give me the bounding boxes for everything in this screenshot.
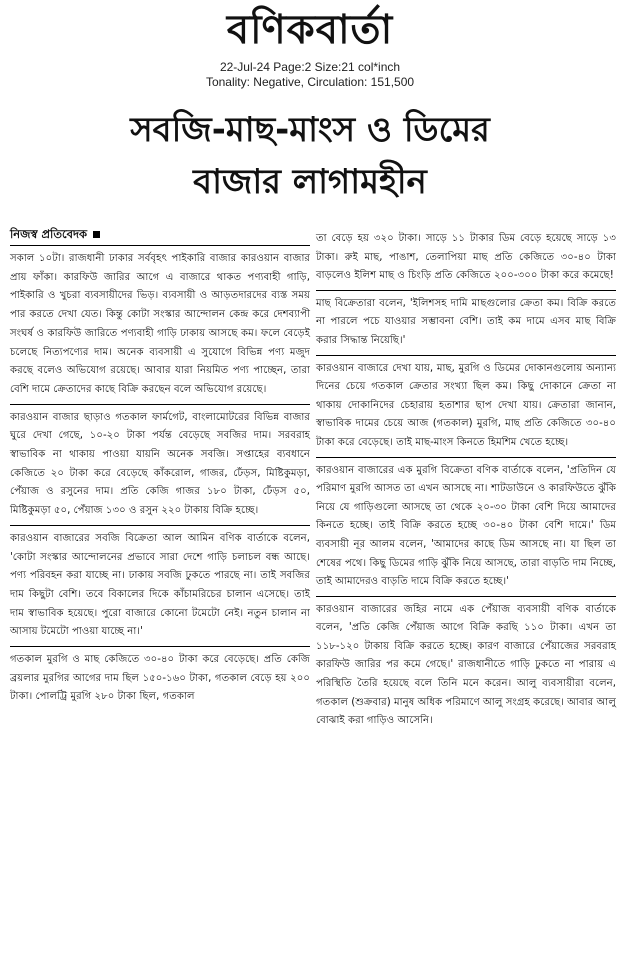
headline-line2: বাজার লাগামহীন [193,162,427,202]
paragraph: সকাল ১০টা। রাজধানী ঢাকার সর্ববৃহৎ পাইকারি বাজার কারওয়ান বাজার প্রায় ফাঁকা। কারফিউ জারির আগে এ বাজারে থাকত পণ্যবাহী গাড়ি, পাইকারি ও খুচরা ব্যবসায়ীদের ভিড়। ব্যবসায়ী ও আড়তদারদের ব্যস্ত সময় পার করতে দেখা যেত। কিন্তু কোটা সংস্কার আন্দোলন কেন্দ্র করে দেশব্যাপী সংঘর্ষ ও কারফিউ জারিতে পণ্যবাহী গাড়ি ঢাকায় আসছে কম। ফলে বেড়েই চলেছে নিত্যপণ্যের দাম। অনেক ব্যবসায়ী এ সুযোগে বিভিন্ন পণ্য মজুদ করছে বলেও অভিযোগ রয়েছে। আবার যারা নিয়মিত পণ্য পাচ্ছেন, তারা বেশি দামে ক্রেতাদের কাছে বিক্রি করছেন বলে অভিযোগ রয়েছে। [10,253,310,395]
paragraph: কারওয়ান বাজারের সবজি বিক্রেতা আল আমিন বণিক বার্তাকে বলেন, 'কোটা সংস্কার আন্দোলনের প্রভাবে সারা দেশে গাড়ি চলাচল বন্ধ আছে। পণ্য পরিবহন করা যাচ্ছে না। ঢাকায় সবজি ঢুকতে পারছে না। তাই সবজির দাম কিছুটা বেশি। তবে বিকালের দিকে কাঁচামরিচের চালান এসেছে। তাই দাম স্বাভাবিক হয়েছে। পুরো বাজারে কোনো টমেটো নেই। নতুন চালান না আসায় টমেটো পাওয়া যাচ্ছে না।' [10,532,310,638]
divider [10,646,310,647]
byline-square-icon [93,231,100,238]
paragraph: তা বেড়ে হয় ৩২০ টাকা। সাড়ে ১১ টাকার ডিম বেড়ে হয়েছে সাড়ে ১৩ টাকা। রুই মাছ, পাঙাশ, তেলাপিয়া মাছ প্রতি কেজিতে ৩০-৪০ টাকা বাড়লেও ইলিশ মাছ ও চিংড়ি প্রতি কেজিতে ২০০-৩০০ টাকা করে কমেছে! [316,233,616,282]
paragraph: মাছ বিক্রেতারা বলেন, 'ইলিশসহ দামি মাছগুলোর ক্রেতা কম। বিক্রি করতে না পারলে পচে যাওয়ার সম্ভাবনা বেশি। তাই কম দামে এসব মাছ বিক্রি করার সিদ্ধান্ত নিয়েছি।' [316,297,616,346]
paragraph: কারওয়ান বাজারের জহির নামে এক পেঁয়াজ ব্যবসায়ী বণিক বার্তাকে বলেন, 'প্রতি কেজি পেঁয়াজ আগে বিক্রি করছি ১১০ টাকা। এখন তা ১১৮-১২০ টাকায় বিক্রি করতে হচ্ছে। কারণ বাজারে পেঁয়াজের সরবরাহ কারফিউ জারির পর কমে গেছে।' রাজধানীতে গাড়ি ঢুকতে না পারায় এ পরিস্থিতি তৈরি হয়েছে বলে তিনি মনে করেন। আলু ব্যবসায়ীরা বলেন, গতকাল (শুক্রবার) মানুষ অধিক পরিমাণে আলু সংগ্রহ করেছে। আবার আলু বোঝাই করা গাড়িও আসেনি। [316,603,616,727]
paragraph: গতকাল মুরগি ও মাছ কেজিতে ৩০-৪০ টাকা করে বেড়েছে। প্রতি কেজি ব্রয়লার মুরগির আগের দাম ছিল ১৫০-১৬০ টাকা, গতকাল বেড়ে হয় ২০০ টাকা। পোলট্রি মুরগি ২৮০ টাকা ছিল, গতকাল [10,654,310,703]
byline [10,226,310,246]
headline [0,104,620,208]
article-column-right [316,230,616,735]
clip-meta-line1: 22-Jul-24 Page:2 Size:21 col*inch [219,60,401,74]
divider [316,355,616,356]
paragraph: কারওয়ান বাজার ছাড়াও গতকাল ফার্মগেট, বাংলামোটরের বিভিন্ন বাজার ঘুরে দেখা গেছে, ১০-২০ টাকা পর্যন্ত বেড়েছে সবজির দাম। সরবরাহ স্বাভাবিক না থাকায় পাওয়া যায়নি অনেক সবজি। সপ্তাহের ব্যবধানে কেজিতে ২০ টাকা করে বেড়েছে কাঁকরোল, গাজর, ঢেঁড়স, মিষ্টিকুমড়া, পেঁয়াজ ও রসুনের দাম। প্রতি কেজি গাজর ১৮০ টাকা, ঢেঁড়স ৫০, মিষ্টিকুমড়া ৫০, পেঁয়াজ ১৩০ ও রসুন ২২০ টাকায় বিক্রি হচ্ছে। [10,411,310,517]
divider [316,596,616,597]
divider [316,457,616,458]
divider [10,525,310,526]
masthead-logo: বণিকবার্তা [226,6,394,53]
paragraph: কারওয়ান বাজারে দেখা যায়, মাছ, মুরগি ও ডিমের দোকানগুলোয় অন্যান্য দিনের চেয়ে গতকাল ক্রেতার সংখ্যা ছিল কম। কিছু দোকানে ক্রেতা না থাকায় দোকানিদের চেহারায় হতাশার ছাপ দেখা যায়। ক্রেতারা জানান, স্বাভাবিক দামের চেয়ে আজ (গতকাল) মুরগি, মাছ প্রতি কেজিতে ৩০-৪০ টাকা করে বেড়েছে। তাই মাছ-মাংস কিনতে হিমশিম খেতে হচ্ছে। [316,362,616,448]
clip-meta-line2: Tonality: Negative, Circulation: 151,500 [205,75,415,89]
divider [316,290,616,291]
headline-line1: সবজি-মাছ-মাংস ও ডিমের [130,110,490,150]
article-column-left [10,226,310,711]
byline-text: নিজস্ব প্রতিবেদক [10,227,88,241]
divider [10,404,310,405]
paragraph: কারওয়ান বাজারের এক মুরগি বিক্রেতা বণিক বার্তাকে বলেন, 'প্রতিদিন যে পরিমাণ মুরগি আসত তা এখন আসছে না। শাটডাউনে ও কারফিউতে ঝুঁকি নিয়ে যে গাড়িগুলো আসছে তা থেকে ২০-৩০ টাকা বেশি দিয়ে আমাদের কিনতে হচ্ছে। তাই বিক্রি করতে হচ্ছে ৩০-৪০ টাকা বেশি দামে।' ডিম ব্যবসায়ী নূর আলম বলেন, 'আমাদের কাছে ডিম আসছে না। যা ছিল তা শেষের পথে। কিছু ডিমের গাড়ি ঝুঁকি নিয়ে আসছে, তারা বাড়তি দাম নিচ্ছে, তাই আমাদেরও বাড়তি দামে বিক্রি করতে হচ্ছে।' [316,464,616,588]
